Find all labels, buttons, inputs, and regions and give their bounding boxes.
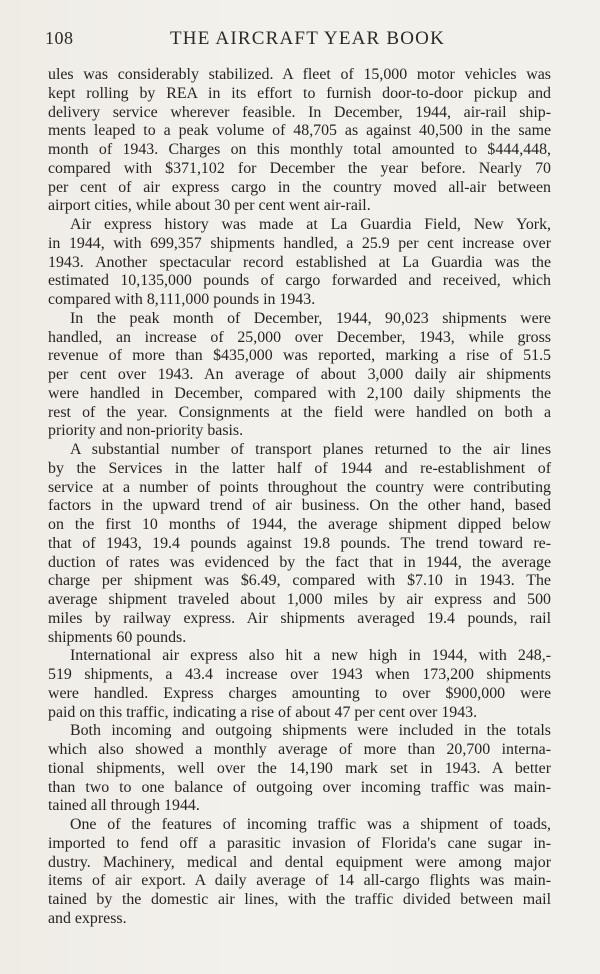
- text-line: In the peak month of December, 1944, 90,023 shipments were: [70, 309, 551, 327]
- running-title: THE AIRCRAFT YEAR BOOK: [170, 28, 446, 49]
- text-line: delivery service wherever feasible. In December, 1944, air-rail ship-: [48, 103, 551, 121]
- text-line: ments leaped to a peak volume of 48,705 as against 40,500 in the same: [48, 122, 551, 140]
- paragraph: [48, 722, 551, 816]
- text-line: factors in the upward trend of air business. On the other hand, based: [48, 497, 551, 515]
- text-line: than two to one balance of outgoing over incoming traffic was main-: [48, 778, 551, 796]
- text-line: service at a number of points throughout the country were contributing: [48, 478, 551, 496]
- paragraph: [48, 66, 551, 216]
- text-line: A substantial number of transport planes returned to the air lines: [70, 441, 551, 458]
- text-line: that of 1943, 19.4 pounds against 19.8 pounds. The trend toward re-: [48, 534, 551, 552]
- text-line: were handled in December, compared with 2,100 daily shipments the: [48, 384, 551, 402]
- text-line: priority and non-priority basis.: [48, 422, 244, 440]
- text-line: estimated 10,135,000 pounds of cargo forwarded and received, which: [48, 272, 551, 290]
- text-line: which also showed a monthly average of more than 20,700 interna-: [48, 741, 551, 758]
- text-line: average shipment traveled about 1,000 miles by air express and 500: [48, 591, 551, 608]
- text-line: charge per shipment was $6.49, compared with $7.10 in 1943. The: [48, 572, 551, 590]
- text-line: on the first 10 months of 1944, the average shipment dipped below: [48, 516, 551, 533]
- text-line: compared with $371,102 for December the year before. Nearly 70: [48, 159, 551, 177]
- text-line: per cent over 1943. An average of about 3,000 daily air shipments: [48, 366, 551, 383]
- paragraph: [48, 216, 551, 310]
- text-line: ules was considerably stabilized. A fleet of 15,000 motor vehicles was: [48, 66, 551, 83]
- text-line: month of 1943. Charges on this monthly total amounted to $444,448,: [48, 141, 551, 158]
- text-line: by the Services in the latter half of 1944 and re-establishment of: [48, 459, 551, 477]
- text-line: rest of the year. Consignments at the field were handled on both a: [48, 403, 551, 421]
- text-line: dustry. Machinery, medical and dental equipment were among major: [48, 853, 551, 871]
- text-line: One of the features of incoming traffic was a shipment of toads,: [70, 816, 551, 833]
- text-line: 519 shipments, a 43.4 increase over 1943 when 173,200 shipments: [48, 666, 551, 683]
- text-line: airport cities, while about 30 per cent went air-rail.: [48, 197, 371, 215]
- text-line: International air express also hit a new high in 1944, with 248,-: [70, 647, 551, 665]
- text-line: handled, an increase of 25,000 over December, 1943, while gross: [48, 328, 551, 346]
- text-line: per cent of air express cargo in the country moved all-air between: [48, 178, 551, 196]
- paragraph: [48, 441, 551, 647]
- text-line: imported to fend off a parasitic invasion of Florida's cane sugar in-: [48, 834, 551, 852]
- text-line: Air express history was made at La Guardia Field, New York,: [70, 216, 551, 233]
- text-line: 1943. Another spectacular record established at La Guardia was the: [48, 253, 551, 271]
- text-line: compared with 8,111,000 pounds in 1943.: [48, 291, 316, 308]
- paragraph: [48, 816, 551, 929]
- paragraph: [48, 310, 551, 441]
- text-line: were handled. Express charges amounting to over $900,000 were: [48, 684, 551, 702]
- text-line: and express.: [48, 909, 127, 927]
- text-line: in 1944, with 699,357 shipments handled, a 25.9 per cent increase over: [48, 234, 551, 252]
- text-line: duction of rates was evidenced by the fact that in 1944, the average: [48, 553, 551, 571]
- text-line: items of air export. A daily average of 14 all-cargo flights was main-: [48, 872, 551, 890]
- text-line: shipments 60 pounds.: [48, 628, 187, 646]
- text-line: kept rolling by REA in its effort to furnish door-to-door pickup and: [48, 84, 551, 102]
- text-line: miles by railway express. Air shipments averaged 19.4 pounds, rail: [48, 609, 551, 627]
- body-text: [48, 66, 551, 929]
- page-header: [45, 28, 555, 54]
- text-line: tional shipments, well over the 14,190 mark set in 1943. A better: [48, 759, 551, 777]
- text-line: paid on this traffic, indicating a rise of about 47 per cent over 1943.: [48, 703, 478, 721]
- text-line: Both incoming and outgoing shipments were included in the totals: [70, 722, 551, 740]
- paragraph: [48, 647, 551, 722]
- page-number: 108: [45, 28, 74, 48]
- text-line: tained by the domestic air lines, with the traffic divided between mail: [48, 891, 551, 908]
- text-line: revenue of more than $435,000 was reported, marking a rise of 51.5: [48, 347, 551, 365]
- text-line: tained all through 1944.: [48, 797, 200, 815]
